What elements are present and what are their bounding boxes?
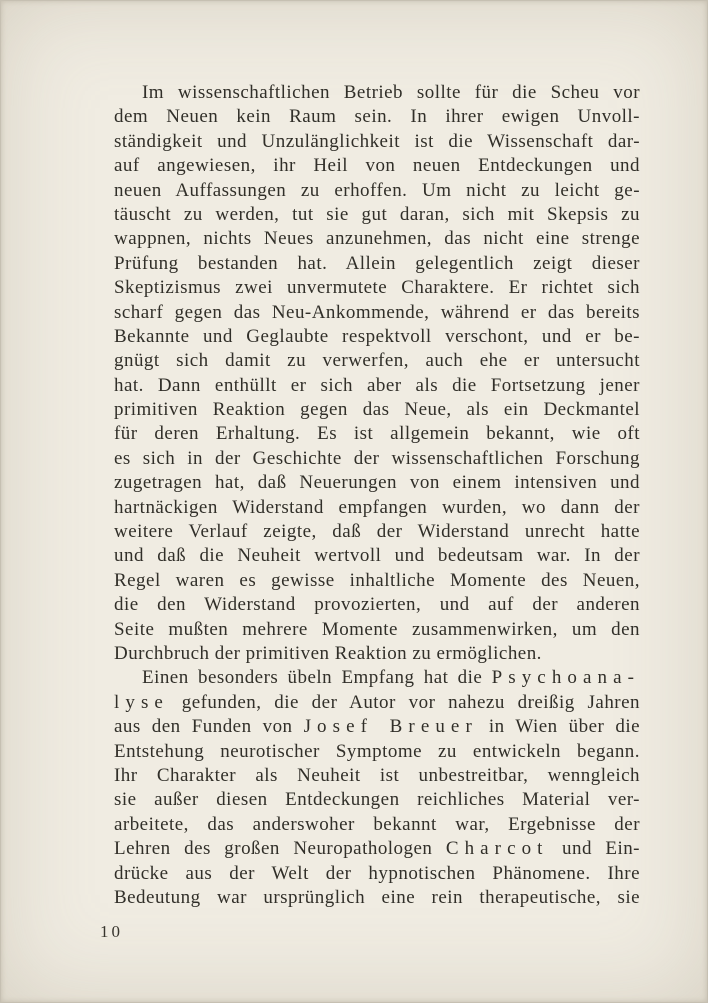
letterspaced-text: Josef Breuer [303,716,478,738]
text-line: Entstehung neurotischer Symptome zu entwickeln begann. [114,740,640,762]
text-line: die den Widerstand provozierten, und auf der anderen [114,594,640,616]
letterspaced-text: Psychoana- [491,667,640,689]
text-line: es sich in der Geschichte der wissenschaftlichen Forschung [114,447,640,469]
text-segment: Lehren des großen Neuropathologen [114,838,446,860]
text-line [114,666,640,690]
text-line: Regel waren es gewisse inhaltliche Momente des Neuen, [114,569,640,591]
text-line: weitere Verlauf zeigte, daß der Widerstand unrecht hatte [114,521,640,543]
text-line: auf angewiesen, ihr Heil von neuen Entdeckungen und [114,155,640,177]
text-line: sie außer diesen Entdeckungen reichliches Material ver- [114,789,640,811]
text-line [114,837,640,861]
text-line: Prüfung bestanden hat. Allein gelegentlich zeigt dieser [114,252,640,274]
page-text [114,81,640,910]
text-line: und daß die Neuheit wertvoll und bedeutsam war. In der [114,545,640,567]
text-line: täuscht zu werden, tut sie gut daran, sich mit Skepsis zu [114,203,640,225]
text-line: hat. Dann enthüllt er sich aber als die Fortsetzung jener [114,374,640,396]
text-line [114,691,640,715]
text-segment: gefunden, die der Autor vor nahezu dreißig Jahren [168,691,640,713]
text-line: Seite mußten mehrere Momente zusammenwirken, um den [114,618,640,640]
text-line: ständigkeit und Unzulänglichkeit ist die Wissenschaft dar- [114,130,640,152]
text-line: hartnäckigen Widerstand empfangen wurden, wo dann der [114,496,640,518]
letterspaced-text: Charcot [445,838,549,860]
text-line: Ihr Charakter als Neuheit ist unbestreitbar, wenngleich [114,764,640,786]
text-segment: und Ein- [548,838,640,860]
paragraph [114,81,640,666]
text-line: zugetragen hat, daß Neuerungen von einem intensiven und [114,472,640,494]
text-segment: Einen besonders übeln Empfang hat die [142,667,492,689]
text-line: Bekannte und Geglaubte respektvoll verschont, und er be- [114,325,640,347]
text-line: gnügt sich damit zu verwerfen, auch ehe er untersucht [114,350,640,372]
text-line: drücke aus der Welt der hypnotischen Phänomene. Ihre [114,862,640,884]
text-line: Durchbruch der primitiven Reaktion zu ermöglichen. [114,642,542,664]
text-line: Bedeutung war ursprünglich eine rein therapeutische, sie [114,886,640,908]
page-number: 10 [100,922,123,941]
text-line: Skeptizismus zwei unvermutete Charaktere. Er richtet sich [114,277,640,299]
text-line: Im wissenschaftlichen Betrieb sollte für die Scheu vor [142,82,640,103]
text-line: arbeitete, das anderswoher bekannt war, Ergebnisse der [114,813,640,835]
text-line: für deren Erhaltung. Es ist allgemein bekannt, wie oft [114,423,640,445]
text-line: dem Neuen kein Raum sein. In ihrer ewigen Unvoll- [114,106,640,128]
text-line: primitiven Reaktion gegen das Neue, als ein Deckmantel [114,399,640,421]
text-segment: in Wien über die [477,716,641,738]
text-line: neuen Auffassungen zu erhoffen. Um nicht zu leicht ge- [114,179,640,201]
paragraph [114,666,640,910]
text-line: wappnen, nichts Neues anzunehmen, das nicht eine strenge [114,228,640,250]
letterspaced-text: lyse [114,691,169,713]
text-line [114,715,640,739]
text-line: scharf gegen das Neu-Ankommende, während er das bereits [114,301,640,323]
text-segment: aus den Funden von [114,716,304,738]
